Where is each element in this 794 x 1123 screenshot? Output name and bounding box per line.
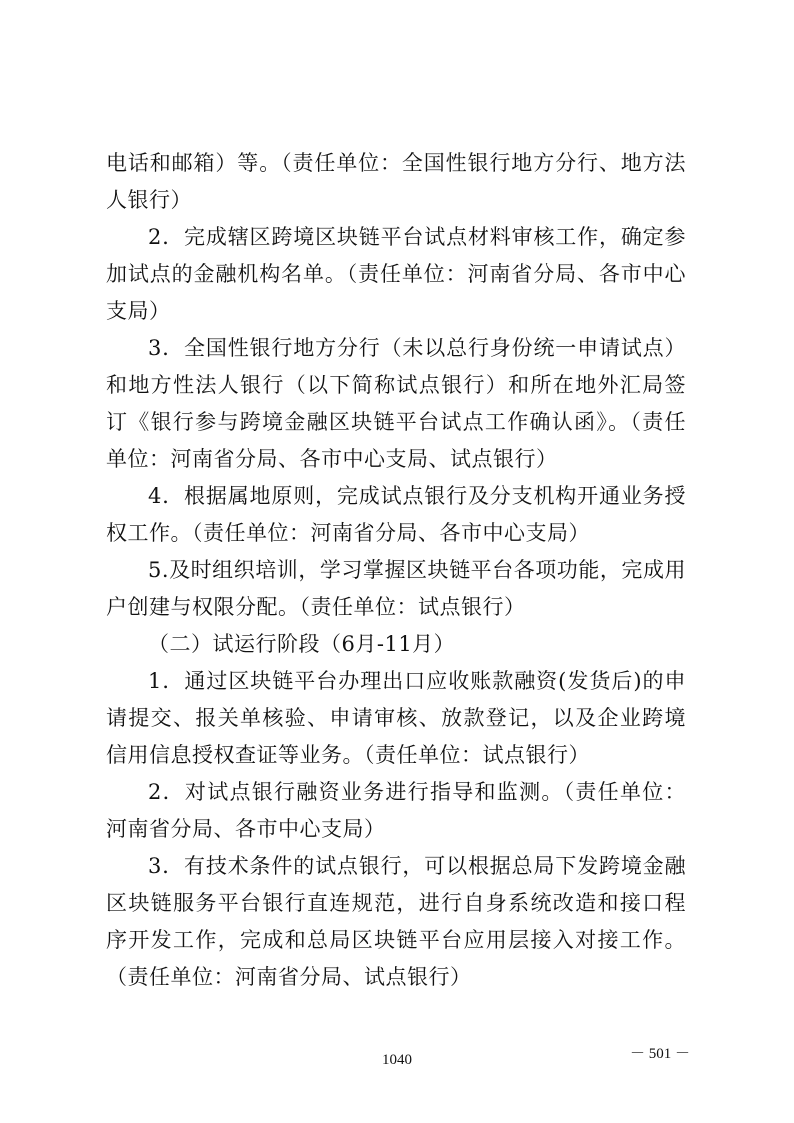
section-heading: （二）试运行阶段（6月-11月） xyxy=(148,632,456,656)
paragraph-continuation: 电话和邮箱）等。（责任单位：全国性银行地方分行、地方法人银行） xyxy=(106,151,686,212)
paragraph-item-3: 3．全国性银行地方分行（未以总行身份统一申请试点）和地方性法人银行（以下简称试点银行）和所在地外汇局签订《银行参与跨境金融区块链平台试点工作确认函》。（责任单位：河南省分局、各市中心支局、试点银行） xyxy=(106,336,686,471)
page-number: － 501 － xyxy=(629,1046,690,1062)
paragraph-trial-item-1: 1．通过区块链平台办理出口应收账款融资(发货后)的申请提交、报关单核验、申请审核、放款登记，以及企业跨境信用信息授权查证等业务。（责任单位：试点银行） xyxy=(106,669,686,767)
paragraph-trial-item-3: 3．有技术条件的试点银行，可以根据总局下发跨境金融区块链服务平台银行直连规范，进行自身系统改造和接口程序开发工作，完成和总局区块链平台应用层接入对接工作。（责任单位：河南省分局、试点银行） xyxy=(106,854,686,989)
paragraph-trial-item-2: 2．对试点银行融资业务进行指导和监测。（责任单位：河南省分局、各市中心支局） xyxy=(106,780,686,841)
document-body xyxy=(106,145,686,996)
page-code: 1040 xyxy=(382,1052,412,1068)
paragraph-item-5: 5.及时组织培训，学习掌握区块链平台各项功能，完成用户创建与权限分配。（责任单位：试点银行） xyxy=(106,558,686,619)
paragraph-item-4: 4．根据属地原则，完成试点银行及分支机构开通业务授权工作。（责任单位：河南省分局、各市中心支局） xyxy=(106,484,686,545)
paragraph-item-2: 2．完成辖区跨境区块链平台试点材料审核工作，确定参加试点的金融机构名单。（责任单位：河南省分局、各市中心支局） xyxy=(106,225,686,323)
